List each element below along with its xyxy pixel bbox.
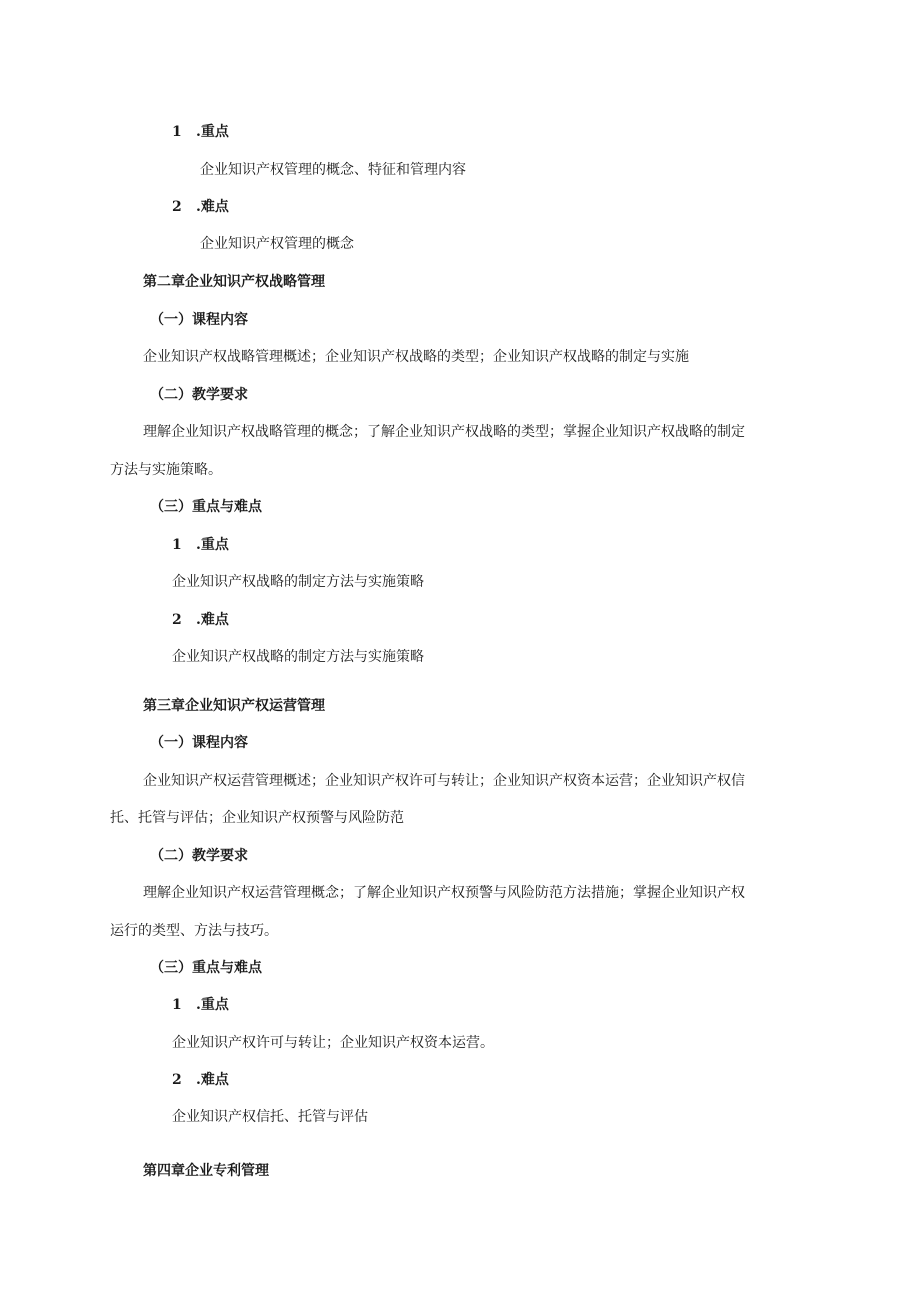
ch3-requirements-text-line1: 理解企业知识产权运营管理概念；了解企业知识产权预警与风险防范方法措施；掌握企业知识产权 [143, 885, 745, 901]
ch3-content-heading: （一）课程内容 [150, 735, 248, 751]
ch2-requirements-text-line1: 理解企业知识产权战略管理的概念；了解企业知识产权战略的类型；掌握企业知识产权战略的制定 [143, 424, 745, 440]
ch3-diff-heading: 2 .难点 [172, 1072, 229, 1088]
ch2-requirements-heading: （二）教学要求 [150, 387, 248, 403]
chapter-4-title: 第四章企业专利管理 [143, 1163, 269, 1179]
ch3-key-difficult-heading: （三）重点与难点 [150, 960, 262, 976]
ch3-content-text-line1: 企业知识产权运营管理概述；企业知识产权许可与转让；企业知识产权资本运营；企业知识产权信 [143, 773, 745, 789]
ch2-key-text: 企业知识产权战略的制定方法与实施策略 [172, 574, 424, 590]
chapter-3-title: 第三章企业知识产权运营管理 [143, 698, 325, 714]
ch2-requirements-text-line2: 方法与实施策略。 [110, 462, 222, 478]
ch2-diff-text: 企业知识产权战略的制定方法与实施策略 [172, 649, 424, 665]
ch3-content-text-line2: 托、托管与评估；企业知识产权预警与风险防范 [110, 810, 404, 826]
ch2-content-heading: （一）课程内容 [150, 312, 248, 328]
ch3-diff-text: 企业知识产权信托、托管与评估 [172, 1109, 368, 1125]
sec1-diff-text: 企业知识产权管理的概念 [200, 236, 354, 252]
sec1-key-text: 企业知识产权管理的概念、特征和管理内容 [200, 162, 466, 178]
chapter-2-title: 第二章企业知识产权战略管理 [143, 274, 325, 290]
sec1-key-heading: 1 .重点 [172, 124, 229, 140]
ch2-diff-heading: 2 .难点 [172, 612, 229, 628]
ch2-key-heading: 1 .重点 [172, 537, 229, 553]
sec1-diff-heading: 2 .难点 [172, 199, 229, 215]
ch3-requirements-heading: （二）教学要求 [150, 848, 248, 864]
ch3-requirements-text-line2: 运行的类型、方法与技巧。 [110, 923, 278, 939]
ch2-key-difficult-heading: （三）重点与难点 [150, 499, 262, 515]
ch2-content-text: 企业知识产权战略管理概述；企业知识产权战略的类型；企业知识产权战略的制定与实施 [143, 349, 689, 365]
ch3-key-heading: 1 .重点 [172, 997, 229, 1013]
ch3-key-text: 企业知识产权许可与转让；企业知识产权资本运营。 [172, 1035, 494, 1051]
